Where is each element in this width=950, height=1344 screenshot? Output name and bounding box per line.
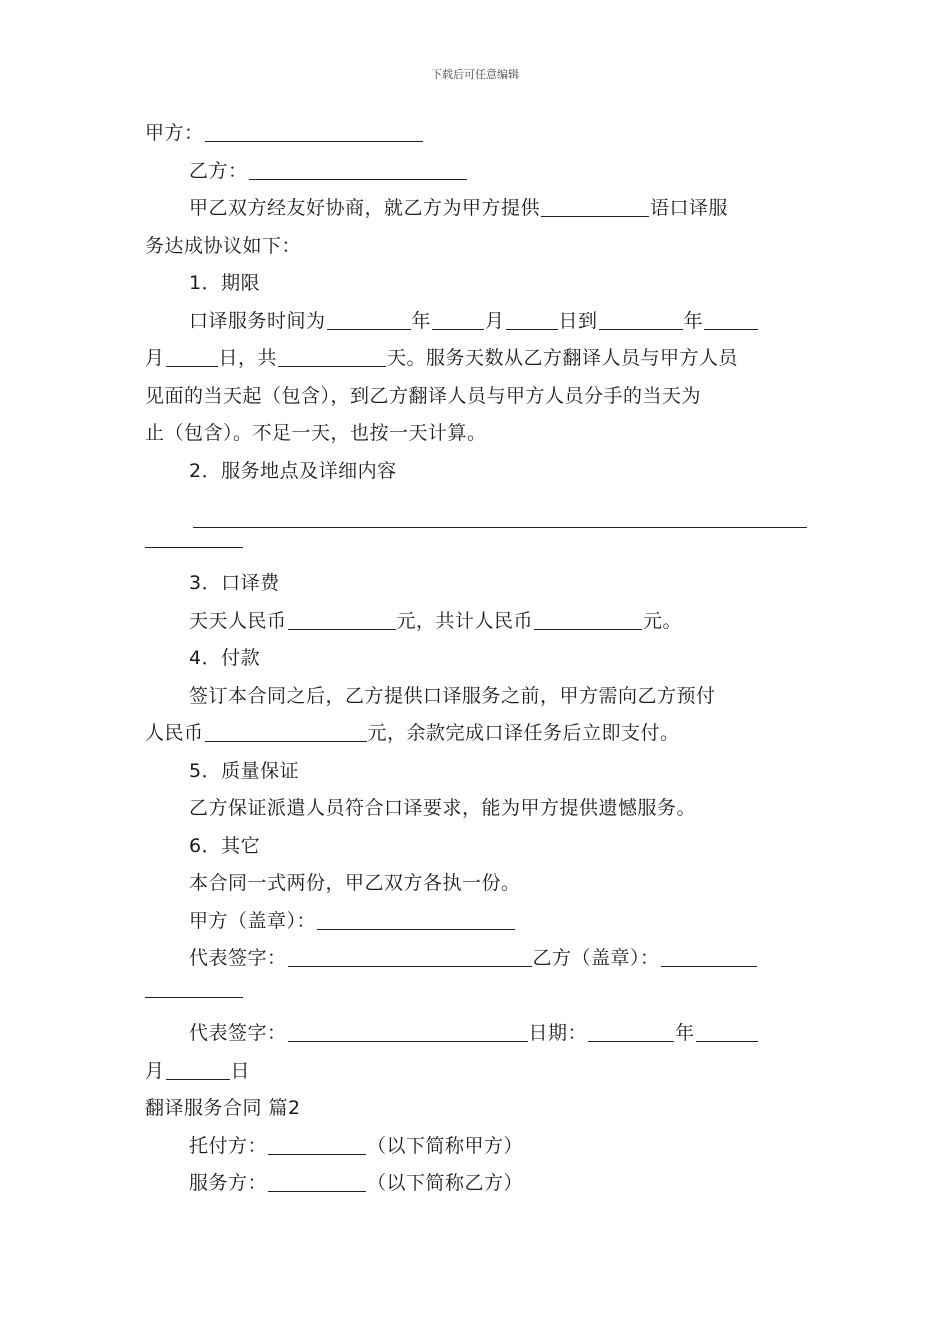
client-label: 托付方： [189,1134,268,1157]
term-year-label: 年 [411,309,432,332]
client-blank[interactable] [268,1132,366,1155]
sign-party-a-label: 甲方（盖章）： [189,909,317,932]
payment-line-2 [145,715,807,753]
provider-label: 服务方： [189,1172,268,1194]
intro-line-1 [145,190,807,228]
intro-text-2: 语口译服 [650,197,729,219]
term-text-c: 天。服务天数从乙方翻译人员与甲方人员 [387,347,739,369]
term-line-1 [145,303,807,341]
quality-line: 乙方保证派遣人员符合口译要求，能为甲方提供遗憾服务。 [189,797,697,819]
start-year-blank[interactable] [327,307,411,330]
party-b-blank[interactable] [249,157,467,180]
payment-text: 元，余款完成口译任务后立即支付。 [367,722,680,744]
fee-line [145,603,807,641]
term-month-label: 月 [485,309,505,332]
part-2-title: 翻译服务合同 篇2 [145,1097,301,1119]
total-days-blank[interactable] [278,344,386,367]
term-line-2 [145,340,807,378]
sign-year-blank[interactable] [588,1019,674,1042]
other-line: 本合同一式两份，甲乙双方各执一份。 [189,872,521,894]
start-day-blank[interactable] [506,307,558,330]
location-blank-line-1[interactable] [145,490,807,528]
sign-party-b-blank[interactable] [661,944,757,967]
sign-month-blank[interactable] [696,1019,758,1042]
intro-line-2: 务达成协议如下： [145,234,302,257]
location-blank-line-2[interactable] [145,528,807,566]
sign-date-line-2 [145,1053,807,1091]
daily-fee-label: 天天人民币 [189,609,287,632]
language-blank[interactable] [541,194,649,217]
sign-month-label: 月 [145,1059,165,1082]
sign-rep-blank-1[interactable] [288,944,532,967]
prepay-label: 人民币 [145,722,204,744]
daily-fee-blank[interactable] [288,607,396,630]
section-2-title: 2．服务地点及详细内容 [189,459,397,482]
sign-party-a-line [145,903,807,941]
party-a-blank[interactable] [205,119,423,142]
term-end-year-label: 年 [683,309,704,332]
section-1-title: 1．期限 [189,272,261,294]
intro-text-1: 甲乙双方经友好协商，就乙方为甲方提供 [189,197,541,219]
section-3-title: 3．口译费 [189,572,280,594]
sign-year-label: 年 [675,1022,695,1044]
term-total-label: 日，共 [218,347,278,369]
sign-party-a-blank[interactable] [317,907,515,930]
sign-day-blank[interactable] [166,1057,230,1080]
total-fee-blank[interactable] [534,607,642,630]
prepay-blank[interactable] [205,719,367,742]
section-4-title: 4．付款 [189,647,261,669]
provider-note: （以下简称乙方） [367,1172,524,1194]
provider-line [145,1165,807,1203]
term-line-3: 见面的当天起（包含），到乙方翻译人员与甲方人员分手的当天为 [145,384,702,407]
term-end-month-label: 月 [145,347,165,369]
sign-rep-label-1: 代表签字： [189,947,287,969]
party-a-label: 甲方： [145,122,204,144]
end-year-blank[interactable] [599,307,683,330]
sign-party-b-blank-cont[interactable] [145,978,807,1016]
section-6-title: 6．其它 [189,834,261,857]
fee-end-label: 元。 [643,609,683,632]
party-b-line [145,153,807,191]
contract-body [145,115,807,1203]
sign-rep-label-2: 代表签字： [189,1022,287,1044]
party-a-line [145,115,807,153]
payment-line-1: 签订本合同之后，乙方提供口译服务之前，甲方需向乙方预付 [189,684,716,707]
page-header: 下载后可任意编辑 [431,68,519,81]
sign-day-label: 日 [230,1059,251,1082]
sign-date-label: 日期： [528,1022,588,1044]
party-b-label: 乙方： [189,159,248,182]
term-text-a: 口译服务时间为 [189,309,326,332]
provider-blank[interactable] [268,1169,366,1192]
sign-party-b-label: 乙方（盖章）： [532,947,660,969]
end-day-blank[interactable] [166,344,218,367]
client-line [145,1128,807,1166]
sign-rep-blank-2[interactable] [288,1019,528,1042]
section-5-title: 5．质量保证 [189,759,300,782]
term-line-4: 止（包含）。不足一天，也按一天计算。 [145,422,487,444]
term-day-label: 日到 [558,309,598,332]
total-fee-label: 元，共计人民币 [396,609,534,632]
start-month-blank[interactable] [432,307,484,330]
end-month-blank[interactable] [704,307,758,330]
sign-rep-line-2 [145,1015,807,1053]
client-note: （以下简称甲方） [367,1134,524,1157]
sign-rep-line-1 [145,940,807,978]
